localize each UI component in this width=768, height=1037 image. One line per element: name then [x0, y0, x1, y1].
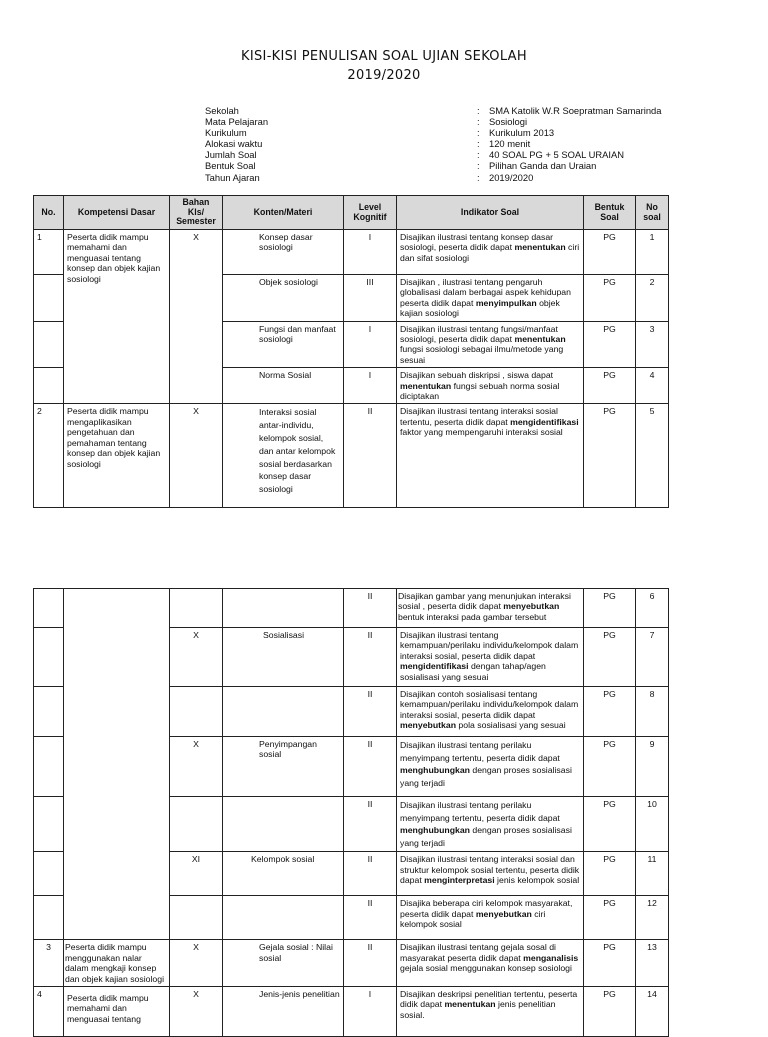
- info-label: Bentuk Soal: [205, 160, 256, 172]
- cell-indikator: [397, 940, 584, 987]
- header-text: Soal: [600, 211, 619, 222]
- cell-konten: Kelompok sosial: [223, 852, 344, 896]
- cell-bahan: X: [170, 940, 223, 987]
- cell-no: 1: [34, 230, 64, 275]
- cell-no: [34, 275, 64, 322]
- info-value: Sosiologi: [489, 116, 528, 128]
- info-row-question-count: [205, 149, 661, 160]
- indikator-text: Disajikan ilustrasi tentang konsep dasar sosiologi, peserta didik dapat: [400, 232, 554, 253]
- cell-soal: 3: [636, 321, 669, 368]
- cell-soal: 1: [636, 230, 669, 275]
- indikator-text: fungsi sebuah norma sosial diciptakan: [400, 380, 560, 402]
- indikator-text: faktor yang mempengaruhi interaksi sosial: [400, 427, 563, 438]
- cell-no: [34, 321, 64, 368]
- cell-level: II: [344, 852, 397, 896]
- info-value: Pilihan Ganda dan Uraian: [489, 160, 597, 172]
- cell-bahan: X: [170, 628, 223, 687]
- cell-soal: 4: [636, 368, 669, 404]
- grid-table-1: [33, 195, 669, 508]
- header-bahan: [170, 196, 223, 230]
- cell-konten: [223, 896, 344, 940]
- indikator-text: dengan proses sosialisasi yang terjadi: [400, 825, 572, 848]
- cell-bahan: [170, 589, 223, 628]
- info-colon: :: [477, 127, 480, 139]
- cell-soal: 9: [636, 737, 669, 797]
- indikator-keyword: menentukan: [514, 334, 566, 345]
- header-text: Bahan: [182, 197, 210, 208]
- cell-bahan: XI: [170, 852, 223, 896]
- cell-indikator: [397, 852, 584, 896]
- indikator-keyword: menyebutkan: [400, 720, 457, 731]
- indikator-text: Disajikan ilustrasi tentang perilaku menyimpang tertentu, peserta didik dapat: [400, 800, 560, 823]
- cell-bentuk: PG: [584, 896, 636, 940]
- info-value: 40 SOAL PG + 5 SOAL URAIAN: [489, 149, 625, 161]
- cell-konten: Konsep dasar sosiologi: [223, 230, 344, 275]
- cell-level: II: [344, 687, 397, 737]
- cell-kd: Peserta didik mampu menggunakan nalar dalam mengkaji konsep dan objek kajian sosiologi: [64, 940, 170, 987]
- info-row-question-type: [205, 160, 661, 171]
- info-colon: :: [477, 105, 480, 116]
- indikator-keyword: menentukan: [400, 380, 452, 391]
- cell-bahan: X: [170, 230, 223, 404]
- cell-indikator: [397, 404, 584, 508]
- document-info: [205, 105, 661, 183]
- cell-indikator: [397, 737, 584, 797]
- cell-soal: 6: [636, 589, 669, 628]
- indikator-keyword: menentukan: [514, 242, 566, 253]
- indikator-text: jenis kelompok sosial: [494, 875, 580, 886]
- cell-soal: 2: [636, 275, 669, 322]
- cell-bahan: [170, 687, 223, 737]
- header-text: Semester: [176, 216, 216, 227]
- header-kd: Kompetensi Dasar: [64, 196, 170, 230]
- cell-level: II: [344, 940, 397, 987]
- cell-bentuk: PG: [584, 368, 636, 404]
- info-value: SMA Katolik W.R Soepratman Samarinda: [489, 105, 662, 116]
- cell-bentuk: PG: [584, 404, 636, 508]
- info-colon: :: [477, 116, 480, 128]
- header-text: Kognitif: [353, 211, 387, 222]
- indikator-text: dengan proses sosialisasi yang terjadi: [400, 765, 572, 788]
- table-row: [34, 940, 669, 987]
- cell-konten: Fungsi dan manfaat sosiologi: [223, 321, 344, 368]
- cell-bentuk: PG: [584, 687, 636, 737]
- info-label: Jumlah Soal: [205, 149, 257, 161]
- indikator-text: objek kajian sosiologi: [400, 297, 560, 319]
- cell-indikator: [397, 896, 584, 940]
- info-colon: :: [477, 160, 480, 172]
- cell-konten: Objek sosiologi: [223, 275, 344, 322]
- cell-konten: Interaksi sosial antar-individu, kelompok sosial, dan antar kelompok sosial berdasarkan konsep dasar sosiologi: [223, 404, 344, 508]
- indikator-keyword: menganalisis: [523, 952, 579, 963]
- cell-soal: 7: [636, 628, 669, 687]
- cell-bahan: X: [170, 404, 223, 508]
- indikator-keyword: menentukan: [444, 999, 496, 1010]
- cell-no: [34, 628, 64, 687]
- info-value: Kurikulum 2013: [489, 127, 555, 139]
- indikator-text: Disajika beberapa ciri kelompok masyarakat, peserta didik dapat: [400, 898, 573, 919]
- cell-bentuk: PG: [584, 852, 636, 896]
- cell-konten: [223, 589, 344, 628]
- header-level: [344, 196, 397, 230]
- header-text: soal: [643, 211, 661, 222]
- info-label: Tahun Ajaran: [205, 171, 260, 183]
- cell-konten: Gejala sosial : Nilai sosial: [223, 940, 344, 987]
- info-row-school: [205, 105, 661, 116]
- indikator-text: jenis penelitian sosial.: [400, 999, 556, 1020]
- cell-indikator: [397, 628, 584, 687]
- indikator-keyword: menyebutkan: [503, 601, 560, 612]
- cell-level: II: [344, 628, 397, 687]
- cell-bahan: X: [170, 737, 223, 797]
- cell-bahan: [170, 896, 223, 940]
- indikator-keyword: menyimpulkan: [475, 297, 537, 308]
- cell-bentuk: PG: [584, 321, 636, 368]
- cell-konten: Jenis-jenis penelitian: [223, 987, 344, 1037]
- indikator-text: Disajikan contoh sosialisasi tentang kemampuan/perilaku individu/kelompok dalam interaksi sosial, peserta didik dapat: [400, 689, 579, 720]
- header-nosoal: [636, 196, 669, 230]
- cell-konten: [223, 797, 344, 852]
- cell-no: [34, 687, 64, 737]
- cell-soal: 14: [636, 987, 669, 1037]
- info-colon: :: [477, 149, 480, 161]
- indikator-keyword: menyebutkan: [475, 908, 532, 919]
- cell-konten: Norma Sosial: [223, 368, 344, 404]
- indikator-text: Disajikan ilustrasi tentang kemampuan/perilaku individu/kelompok dalam interaksi sosial, peserta didik dapat: [400, 630, 579, 661]
- grid-table-2: [33, 588, 669, 1037]
- cell-bentuk: PG: [584, 589, 636, 628]
- info-value: 120 menit: [489, 138, 531, 150]
- cell-no: 4: [34, 987, 64, 1037]
- cell-level: I: [344, 368, 397, 404]
- header-bentuk: [584, 196, 636, 230]
- indikator-keyword: menghubungkan: [400, 825, 470, 836]
- header-text: Level: [358, 201, 382, 212]
- cell-indikator: [397, 797, 584, 852]
- indikator-text: bentuk interaksi pada gambar tersebut: [398, 611, 547, 622]
- info-colon: :: [477, 171, 480, 183]
- cell-soal: 10: [636, 797, 669, 852]
- info-row-subject: [205, 116, 661, 127]
- cell-indikator: [397, 368, 584, 404]
- cell-no: [34, 737, 64, 797]
- indikator-text: ciri kelompok sosial: [400, 908, 546, 930]
- cell-no: 3: [34, 940, 64, 987]
- indikator-keyword: mengidentifikasi: [510, 416, 579, 427]
- cell-konten: Sosialisasi: [223, 628, 344, 687]
- info-colon: :: [477, 138, 480, 150]
- indikator-text: Disajikan ilustrasi tentang interaksi sosial tertentu, peserta didik dapat: [400, 406, 558, 427]
- info-label: Sekolah: [205, 105, 239, 116]
- cell-soal: 5: [636, 404, 669, 508]
- indikator-text: pola sosialisasi yang sesuai: [456, 720, 566, 731]
- document-year: 2019/2020: [347, 68, 421, 83]
- header-text: Kls/: [187, 206, 205, 217]
- cell-indikator: [397, 230, 584, 275]
- indikator-text: Disajikan gambar yang menunjukan interaksi sosial , peserta didik dapat: [398, 591, 571, 612]
- cell-no: [34, 589, 64, 628]
- cell-bahan: X: [170, 987, 223, 1037]
- info-value: 2019/2020: [489, 171, 534, 183]
- indikator-text: Disajikan sebuah diskripsi , siswa dapat: [400, 370, 554, 381]
- cell-kd: [64, 589, 170, 940]
- cell-bahan: [170, 797, 223, 852]
- cell-level: II: [344, 737, 397, 797]
- header-text: No: [646, 201, 658, 212]
- cell-indikator: [397, 589, 584, 628]
- cell-no: [34, 896, 64, 940]
- cell-level: I: [344, 230, 397, 275]
- cell-konten: [223, 687, 344, 737]
- cell-soal: 13: [636, 940, 669, 987]
- info-row-time: [205, 138, 661, 149]
- cell-soal: 11: [636, 852, 669, 896]
- table-row: [34, 987, 669, 1037]
- indikator-text: Disajikan ilustrasi tentang gejala sosal di masyarakat peserta didik dapat: [400, 942, 556, 963]
- cell-level: II: [344, 896, 397, 940]
- cell-no: [34, 368, 64, 404]
- indikator-text: ciri dan sifat sosiologi: [400, 242, 580, 263]
- cell-bentuk: PG: [584, 797, 636, 852]
- cell-soal: 8: [636, 687, 669, 737]
- cell-kd: Peserta didik mampu memahami dan menguasai tentang konsep dan objek kajian sosiologi: [64, 230, 170, 404]
- cell-indikator: [397, 987, 584, 1037]
- info-row-school-year: [205, 172, 661, 183]
- cell-bentuk: PG: [584, 275, 636, 322]
- cell-konten: Penyimpangan sosial: [223, 737, 344, 797]
- cell-bentuk: PG: [584, 230, 636, 275]
- header-no: No.: [34, 196, 64, 230]
- indikator-keyword: menghubungkan: [400, 765, 470, 776]
- indikator-text: dengan tahap/agen sosialisasi yang sesuai: [400, 661, 546, 682]
- indikator-text: gejala sosial menggunakan konsep sosiologi: [400, 963, 572, 974]
- table-row: [34, 589, 669, 628]
- cell-kd: Peserta didik mampu mengaplikasikan pengetahuan dan pemahaman tentang konsep dan objek kajian sosiologi: [64, 404, 170, 508]
- indikator-text: Disajikan ilustrasi tentang perilaku menyimpang tertentu, peserta didik dapat: [400, 740, 560, 763]
- header-text: Bentuk: [594, 201, 625, 212]
- cell-no: [34, 797, 64, 852]
- cell-level: II: [344, 589, 397, 628]
- info-label: Alokasi waktu: [205, 138, 263, 150]
- indikator-text: Disajikan deskripsi penelitian tertentu, peserta didik dapat: [400, 989, 578, 1010]
- cell-bentuk: PG: [584, 940, 636, 987]
- cell-level: I: [344, 321, 397, 368]
- cell-level: III: [344, 275, 397, 322]
- cell-no: [34, 852, 64, 896]
- indikator-text: Disajikan ilustrasi tentang interaksi sosial dan struktur kelompok sosial tertentu, peserta didik dapat: [400, 854, 580, 886]
- cell-kd: Peserta didik mampu memahami dan menguasai tentang: [64, 987, 170, 1037]
- info-label: Kurikulum: [205, 127, 247, 139]
- info-row-curriculum: [205, 127, 661, 138]
- header-row: [34, 196, 669, 230]
- table-row: [34, 404, 669, 508]
- table-row: [34, 230, 669, 275]
- document-title: KISI-KISI PENULISAN SOAL UJIAN SEKOLAH: [241, 49, 527, 64]
- header-konten: Konten/Materi: [223, 196, 344, 230]
- indikator-text: Disajikan , ilustrasi tentang pengaruh globalisasi dalam berbagai aspek kehidupan peserta didik dapat: [400, 277, 571, 308]
- cell-bentuk: PG: [584, 628, 636, 687]
- cell-level: II: [344, 797, 397, 852]
- cell-bentuk: PG: [584, 737, 636, 797]
- cell-indikator: [397, 321, 584, 368]
- info-label: Mata Pelajaran: [205, 116, 269, 128]
- indikator-text: Disajikan ilustrasi tentang fungsi/manfaat sosiologi, peserta didik dapat: [400, 323, 558, 345]
- cell-no: 2: [34, 404, 64, 508]
- cell-level: I: [344, 987, 397, 1037]
- header-indikator: Indikator Soal: [397, 196, 584, 230]
- indikator-keyword: menginterpretasi: [424, 875, 495, 886]
- cell-bentuk: PG: [584, 987, 636, 1037]
- cell-indikator: [397, 687, 584, 737]
- indikator-text: fungsi sosiologi sebagai ilmu/metode yang sesuai: [400, 344, 564, 365]
- cell-indikator: [397, 275, 584, 322]
- cell-level: II: [344, 404, 397, 508]
- cell-soal: 12: [636, 896, 669, 940]
- indikator-keyword: mengidentifikasi: [400, 661, 469, 672]
